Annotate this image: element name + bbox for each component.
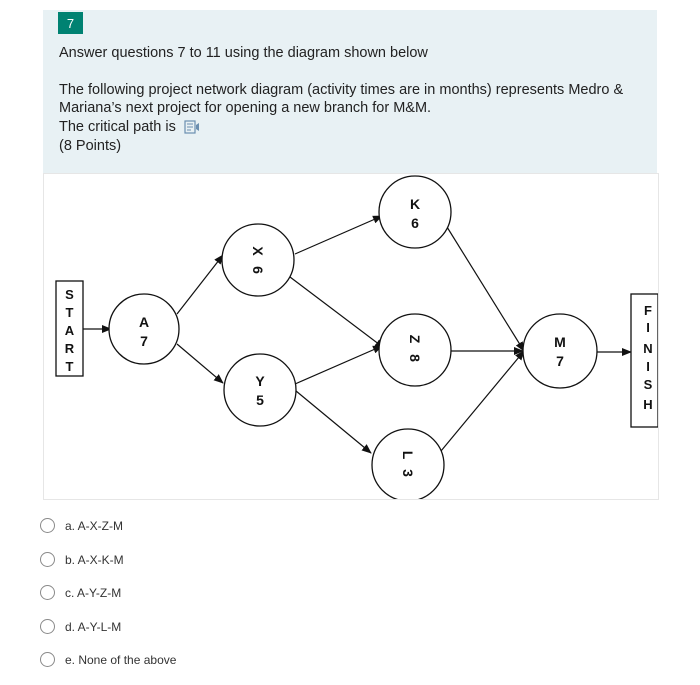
node-duration: 6: [411, 215, 419, 231]
node-label: X: [250, 246, 266, 256]
option-e[interactable]: [40, 652, 176, 667]
question-points: (8 Points): [59, 138, 122, 154]
node-duration: 7: [556, 353, 564, 369]
node-x: [222, 224, 294, 296]
node-label: K: [409, 196, 421, 212]
node-z: [379, 314, 451, 386]
immersive-reader-icon[interactable]: [184, 119, 202, 135]
finish-letter: I: [646, 359, 650, 374]
start-letter: A: [64, 323, 75, 338]
start-letter: T: [65, 359, 74, 374]
radio-button[interactable]: [40, 652, 55, 667]
option-label: a. A-X-Z-M: [65, 518, 124, 533]
network-svg: [44, 174, 658, 499]
option-label: b. A-X-K-M: [65, 552, 124, 567]
option-label: c. A-Y-Z-M: [65, 585, 122, 600]
question-number: 7: [66, 15, 75, 31]
edge-x-z: [290, 277, 384, 348]
node-l: [372, 429, 444, 499]
edge-y-l: [290, 386, 371, 453]
edge-x-k: [295, 216, 382, 254]
edge-a-y: [177, 344, 223, 383]
node-label: A: [138, 314, 150, 330]
question-number-badge: [58, 12, 83, 34]
start-letter: R: [64, 341, 75, 356]
question-intro: Answer questions 7 to 11 using the diagram shown below: [59, 45, 428, 61]
radio-button[interactable]: [40, 585, 55, 600]
radio-button[interactable]: [40, 619, 55, 634]
finish-letter: F: [644, 303, 652, 318]
node-label: Z: [407, 334, 423, 344]
start-letter: T: [65, 305, 74, 320]
node-label: Y: [255, 373, 265, 389]
option-a[interactable]: [40, 518, 123, 533]
finish-letter: H: [643, 397, 653, 412]
node-duration: 6: [250, 266, 266, 274]
node-label: M: [554, 334, 566, 350]
node-label: L: [400, 450, 416, 460]
radio-button[interactable]: [40, 552, 55, 567]
finish-letter: I: [646, 320, 650, 335]
node-a: [109, 294, 179, 364]
node-duration: 3: [400, 469, 416, 477]
question-prompt: The critical path is: [59, 119, 176, 135]
node-y: [224, 354, 296, 426]
question-prompt-row: [59, 118, 202, 136]
edge-a-x: [177, 255, 223, 314]
start-letter: S: [65, 287, 74, 302]
finish-letter: S: [643, 377, 653, 392]
option-c[interactable]: [40, 585, 121, 600]
edge-y-z: [295, 346, 382, 384]
option-label: e. None of the above: [65, 652, 177, 667]
node-k: [379, 176, 451, 248]
option-b[interactable]: [40, 552, 124, 567]
option-label: d. A-Y-L-M: [65, 619, 122, 634]
node-m: [523, 314, 597, 388]
option-d[interactable]: [40, 619, 121, 634]
project-network-diagram: [43, 173, 659, 500]
node-duration: 8: [407, 354, 423, 362]
finish-letter: N: [643, 341, 653, 356]
node-duration: 5: [256, 392, 264, 408]
node-duration: 7: [140, 333, 148, 349]
question-body: The following project network diagram (activity times are in months) represents Medro & Mariana’s next project for opening a new branch for M&M.: [59, 82, 624, 116]
radio-button[interactable]: [40, 518, 55, 533]
edge-k-m: [447, 227, 524, 351]
edge-l-m: [441, 351, 524, 451]
